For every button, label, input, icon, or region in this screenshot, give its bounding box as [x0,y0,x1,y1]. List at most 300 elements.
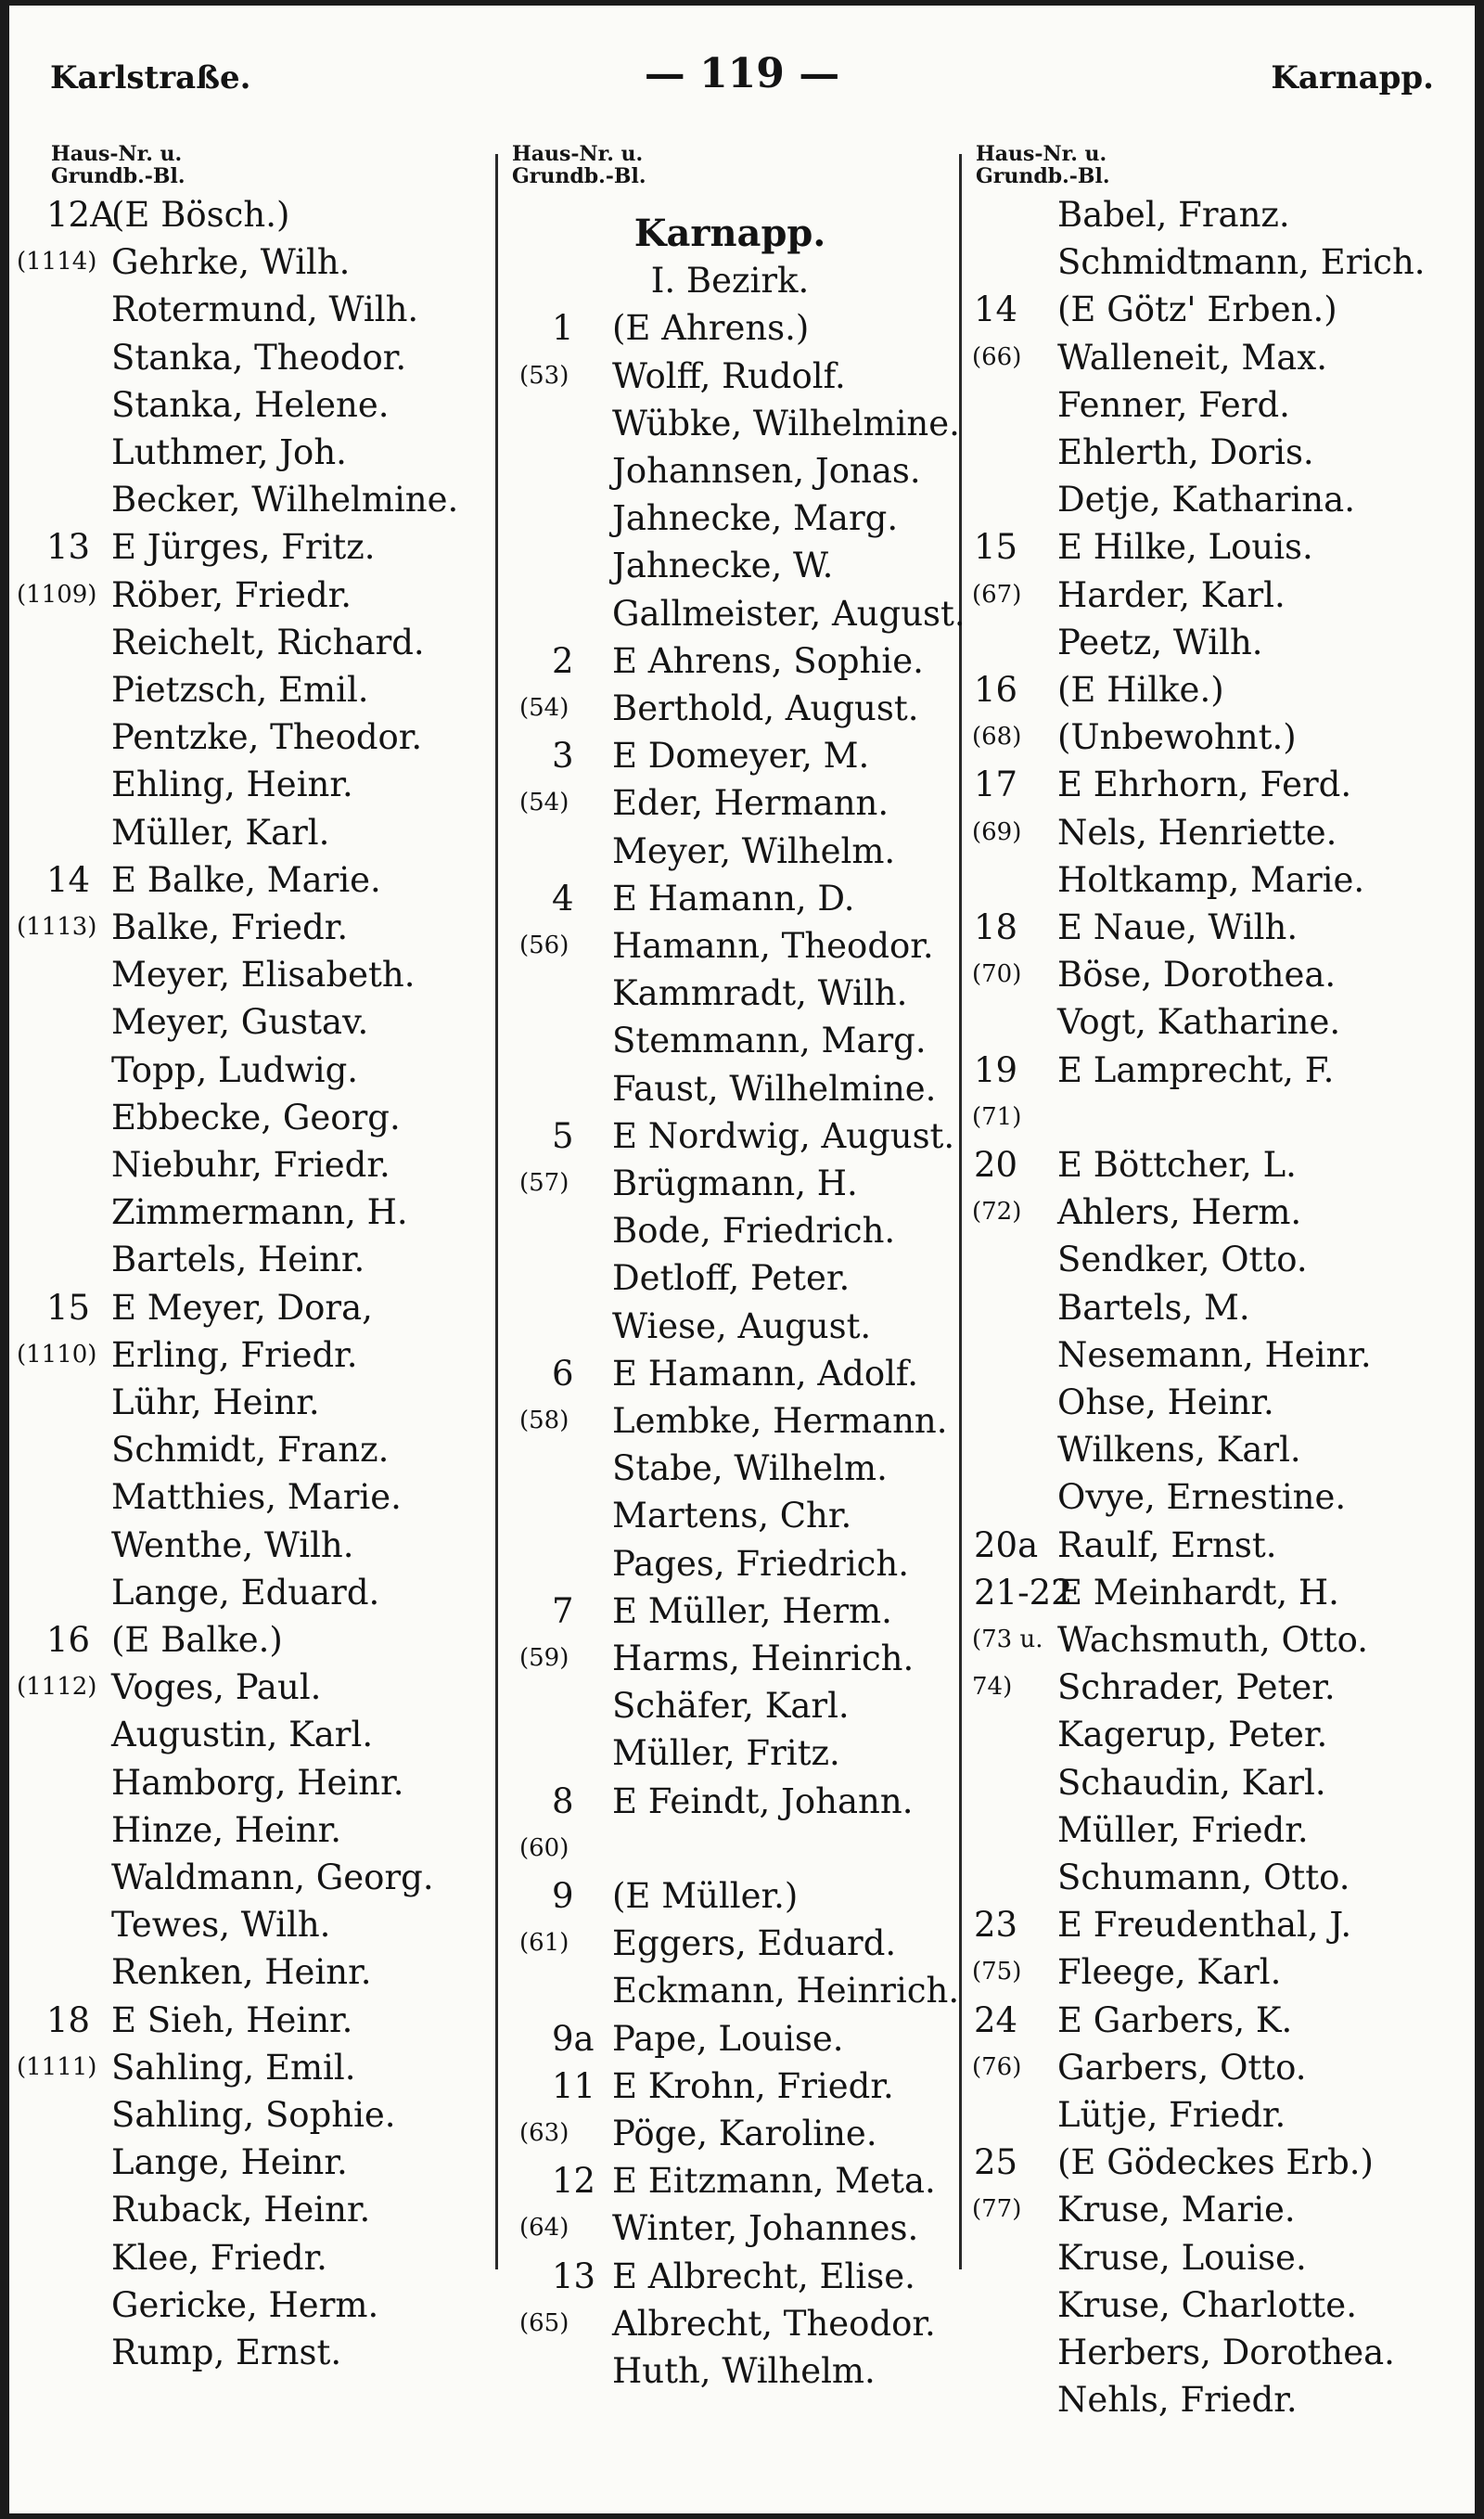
resident-name: (E Götz' Erben.) [1057,289,1337,330]
entry-line [965,809,1475,856]
entry-line [965,1569,1475,1616]
entry-line [9,1236,492,1283]
house-number: 12A [46,195,115,235]
entry-line [501,495,959,542]
column-middle [501,6,966,2513]
entry-line [965,1616,1475,1664]
resident-name: E Sieh, Heinr. [111,1999,353,2040]
resident-name: Gericke, Herm. [111,2284,379,2325]
resident-name: E Hilke, Louis. [1057,527,1313,568]
resident-name: Garbers, Otto. [1057,2047,1307,2088]
house-number: 15 [46,1287,91,1328]
entry-line [9,1664,492,1711]
resident-name: Sendker, Otto. [1057,1240,1308,1280]
resident-name: Meyer, Gustav. [111,1002,369,1043]
entry-line [965,1901,1475,1948]
entry-line [501,1017,959,1064]
resident-name: Schaudin, Karl. [1057,1762,1326,1803]
entry-line [965,523,1475,571]
resident-name: Brügmann, H. [612,1163,858,1203]
entry-line [9,761,492,808]
entry-line [501,1207,959,1254]
resident-name: E Albrecht, Elise. [612,2256,915,2296]
resident-name: Hamborg, Heinr. [111,1762,404,1803]
house-number: 6 [552,1353,574,1394]
resident-name: Tewes, Wilh. [111,1905,331,1946]
resident-name: E Freudenthal, J. [1057,1905,1352,1946]
house-number: 19 [974,1049,1018,1090]
land-register-number: (77) [972,2195,1022,2224]
entry-line [965,238,1475,286]
entry-line [501,2300,959,2347]
entry-line [9,1569,492,1616]
entry-line [9,2281,492,2329]
resident-name: Stanka, Theodor. [111,337,407,378]
house-number: 17 [974,765,1018,805]
resident-name: Stanka, Helene. [111,384,390,425]
resident-name: E Eitzmann, Meta. [612,2161,936,2202]
resident-name: E Naue, Wilh. [1057,907,1298,947]
resident-name: Ahlers, Herm. [1057,1192,1302,1233]
land-register-number: (54) [519,789,569,817]
resident-name: Winter, Johannes. [612,2208,919,2249]
resident-name: Bartels, Heinr. [111,1240,365,1280]
resident-name: Detloff, Peter. [612,1258,851,1299]
resident-name: Schrader, Peter. [1057,1667,1336,1708]
resident-name: Matthies, Marie. [111,1477,402,1518]
resident-name: Herbers, Dorothea. [1057,2333,1395,2372]
entry-line [9,1854,492,1901]
running-head-left: Karlstraße. [50,59,251,96]
resident-name: Albrecht, Theodor. [612,2303,936,2344]
land-register-number: (56) [519,932,569,959]
land-register-number: (65) [519,2308,569,2337]
resident-name: (E Bösch.) [111,195,290,235]
land-register-number: (1111) [17,2052,97,2081]
entry-line [501,304,959,352]
land-register-number: (64) [519,2214,569,2243]
entry-line [965,761,1475,808]
entry-line [965,666,1475,713]
entry-line [501,2110,959,2157]
house-number: 3 [552,736,574,777]
resident-name: Schäfer, Karl. [612,1686,850,1727]
resident-name: Lembke, Hermann. [612,1401,948,1441]
entry-line [965,1236,1475,1283]
land-register-number: (1110) [17,1340,97,1369]
running-head-right: Karnapp. [1271,59,1434,96]
entry-line [501,2157,959,2204]
land-register-number: (68) [972,723,1022,752]
resident-name: Wachsmuth, Otto. [1057,1620,1369,1660]
resident-name: Waldmann, Georg. [111,1857,434,1897]
entry-line [501,779,959,827]
resident-name: E Meinhardt, H. [1057,1572,1339,1613]
land-register-number: (1112) [17,1673,97,1702]
entry-line [9,1379,492,1426]
entry-line [501,685,959,732]
entry-line [501,970,959,1017]
entry-line [965,1141,1475,1189]
resident-name: Erling, Friedr. [111,1334,358,1375]
entry-line [9,476,492,523]
resident-name: Detje, Katharina. [1057,480,1355,521]
entry-line [501,1682,959,1729]
resident-name: Sahling, Emil. [111,2047,356,2088]
resident-name: E Hamann, Adolf. [612,1353,919,1394]
land-register-number: (76) [972,2052,1022,2081]
resident-name: Augustin, Karl. [111,1715,374,1755]
resident-name: Pentzke, Theodor. [111,717,423,758]
entry-line [9,1997,492,2044]
resident-name: Ehling, Heinr. [111,765,353,805]
land-register-number: (54) [519,694,569,722]
entry-line [9,713,492,761]
house-number: 18 [46,1999,91,2040]
entry-line [9,1189,492,1236]
resident-name: Schmidtmann, Erich. [1057,242,1426,283]
column-header-line: Haus-Nr. u. [512,142,644,166]
land-register-number: (53) [519,361,569,390]
entry-line [965,1948,1475,1996]
column-divider [959,154,962,2269]
entry-line [501,1492,959,1539]
resident-name: Sahling, Sophie. [111,2095,396,2135]
resident-name: E Meyer, Dora, [111,1287,373,1328]
entry-line [501,1065,959,1112]
resident-name: E Garbers, K. [1057,1999,1293,2040]
entry-line [501,828,959,875]
entry-line [9,238,492,286]
resident-name: Ruback, Heinr. [111,2190,371,2230]
resident-name: Schumann, Otto. [1057,1857,1350,1897]
entry-line [9,951,492,998]
directory-page [9,6,1475,2513]
house-number: 20a [974,1524,1039,1565]
resident-name: Luthmer, Joh. [111,432,347,472]
entry-line [9,2329,492,2376]
entry-line [965,904,1475,951]
entry-line [501,1445,959,1492]
resident-name: Kruse, Marie. [1057,2190,1296,2230]
entry-line [965,1997,1475,2044]
entry-line [9,191,492,238]
house-number: 23 [974,1905,1018,1946]
entry-line [9,1141,492,1189]
resident-name: Peetz, Wilh. [1057,622,1263,662]
land-register-number: (73 u. [972,1626,1043,1653]
entry-line [501,922,959,970]
resident-name: Müller, Fritz. [612,1733,840,1774]
entry-line [965,1094,1475,1141]
entry-line [501,637,959,685]
resident-name: Nesemann, Heinr. [1057,1334,1372,1375]
column-header-line: Haus-Nr. u. [51,142,183,166]
house-number: 15 [974,527,1018,568]
entry-line [501,1920,959,1967]
column-right [965,6,1475,2513]
resident-name: Rump, Ernst. [111,2333,342,2372]
entry-line [501,875,959,922]
resident-name: Wübke, Wilhelmine. [612,403,960,443]
entry-line [9,2234,492,2281]
entry-line [501,1160,959,1207]
resident-name: Müller, Karl. [111,812,330,853]
entry-line [9,809,492,856]
resident-name: Zimmermann, H. [111,1192,408,1233]
house-number: 13 [552,2256,596,2296]
entry-line [965,1379,1475,1426]
resident-name: Ebbecke, Georg. [111,1097,401,1137]
resident-name: Pietzsch, Emil. [111,670,369,710]
entry-line [9,1901,492,1948]
resident-name: Klee, Friedr. [111,2237,327,2278]
entry-line [501,1112,959,1160]
entry-line [501,2015,959,2063]
entry-line [965,1189,1475,1236]
land-register-number: (71) [972,1102,1022,1131]
entry-line [501,1825,959,1872]
resident-name: Kammradt, Wilh. [612,973,908,1014]
house-number: 25 [974,2142,1018,2183]
entry-line [9,1759,492,1806]
entry-line [965,1047,1475,1094]
resident-name: Eder, Hermann. [612,783,889,824]
resident-name: Niebuhr, Friedr. [111,1145,390,1185]
resident-name: E Nordwig, August. [612,1115,955,1156]
column-header-line: Grundb.-Bl. [51,164,186,188]
land-register-number: (63) [519,2119,569,2147]
entry-line [9,523,492,571]
entry-line [965,572,1475,619]
resident-name: Lange, Heinr. [111,2142,348,2183]
entry-line [9,1094,492,1141]
land-register-number: (70) [972,960,1022,989]
resident-name: Nehls, Friedr. [1057,2380,1298,2421]
entry-line [965,2234,1475,2281]
resident-name: Fleege, Karl. [1057,1952,1282,1993]
resident-name: Raulf, Ernst. [1057,1524,1277,1565]
street-title: Karnapp. [633,212,826,255]
resident-name: Bartels, M. [1057,1287,1250,1328]
entry-line [9,1806,492,1854]
entry-line [965,286,1475,333]
resident-name: Martens, Chr. [612,1496,852,1536]
resident-name: E Krohn, Friedr. [612,2065,894,2106]
entry-line [501,2204,959,2252]
entry-line [965,998,1475,1046]
house-number: 12 [552,2161,596,2202]
resident-name: Ehlerth, Doris. [1057,432,1314,472]
resident-name: Ovye, Ernestine. [1057,1477,1347,1518]
house-number: 7 [552,1590,574,1631]
house-number: 24 [974,1999,1018,2040]
entry-line [965,1854,1475,1901]
resident-name: Wenthe, Wilh. [111,1524,354,1565]
entry-line [501,1540,959,1587]
entry-line [9,334,492,381]
entry-line [965,619,1475,666]
entry-line [9,1331,492,1379]
column-left [9,6,492,2513]
land-register-number: (59) [519,1644,569,1672]
resident-name: I. Bezirk. [650,261,810,302]
resident-name: E Ahrens, Sophie. [612,640,924,681]
resident-name: Harder, Karl. [1057,574,1286,615]
entry-line [965,476,1475,523]
entry-line [9,429,492,476]
house-number: 9a [552,2018,595,2059]
resident-name: E Ehrhorn, Ferd. [1057,765,1352,805]
entry-line [965,2044,1475,2091]
resident-name: Huth, Wilhelm. [612,2351,876,2391]
entry-line [965,856,1475,904]
resident-name: Fenner, Ferd. [1057,384,1290,425]
entry-line [501,732,959,779]
resident-name: E Lamprecht, F. [1057,1049,1335,1090]
entry-line [501,353,959,400]
column-divider [495,154,498,2269]
resident-name: Hinze, Heinr. [111,1809,342,1850]
entry-line [501,1587,959,1635]
entry-line [965,1284,1475,1331]
entry-line [9,619,492,666]
resident-name: Gehrke, Wilh. [111,242,351,283]
entry-line [501,2347,959,2395]
land-register-number: (69) [972,817,1022,846]
entry-line [9,998,492,1046]
resident-name: Topp, Ludwig. [111,1049,359,1090]
resident-name: Wolff, Rudolf. [612,355,846,396]
land-register-number: (1114) [17,248,97,276]
entry-line [965,1759,1475,1806]
column-header-line: Grundb.-Bl. [976,164,1110,188]
entry-line [965,1331,1475,1379]
entry-line [965,1806,1475,1854]
land-register-number: (1113) [17,913,97,941]
column-header [512,143,646,187]
column-header [51,143,186,187]
resident-name: Vogt, Katharine. [1057,1002,1341,1043]
entry-line [501,1254,959,1302]
entry-line [501,447,959,495]
entry-line [9,1711,492,1758]
resident-name: Ohse, Heinr. [1057,1382,1274,1422]
resident-name: Johannsen, Jonas. [612,451,921,491]
house-number: 5 [552,1115,574,1156]
resident-name: Bode, Friedrich. [612,1211,896,1252]
entry-line [9,381,492,429]
entry-line [965,2376,1475,2423]
resident-name: (E Gödeckes Erb.) [1057,2142,1374,2183]
resident-name: E Feindt, Johann. [612,1780,914,1821]
entry-line [501,1397,959,1445]
entry-line [501,542,959,589]
entry-line [501,1303,959,1350]
entry-line [9,1948,492,1996]
resident-name: Pöge, Karoline. [612,2114,877,2153]
house-number: 16 [974,670,1018,710]
entry-line [501,590,966,637]
house-number: 11 [552,2065,596,2106]
resident-name: Harms, Heinrich. [612,1639,915,1678]
land-register-number: (67) [972,580,1022,609]
resident-name: Babel, Franz. [1057,195,1290,235]
resident-name: (E Balke.) [111,1620,283,1660]
resident-name: Böse, Dorothea. [1057,955,1337,996]
land-register-number: 74) [972,1673,1013,1702]
entry-line [9,572,492,619]
entry-line [9,856,492,904]
house-number: 21-22 [974,1572,1073,1613]
house-number: 20 [974,1145,1018,1185]
house-number: 4 [552,878,574,919]
entry-line [965,1664,1475,1711]
entry-line [9,2044,492,2091]
entry-line [965,2186,1475,2233]
resident-name: Balke, Friedr. [111,907,349,947]
entry-line [501,1967,959,2014]
resident-name: Lütje, Friedr. [1057,2095,1286,2135]
resident-name: Lühr, Heinr. [111,1382,320,1422]
land-register-number: (57) [519,1169,569,1197]
resident-name: Reichelt, Richard. [111,622,425,662]
resident-name: Lange, Eduard. [111,1572,380,1613]
house-number: 8 [552,1780,574,1821]
page-number: — 119 — [644,50,840,97]
house-number: 1 [552,308,574,349]
column-header-line: Grundb.-Bl. [512,164,646,188]
entry-line [9,904,492,951]
resident-name: Walleneit, Max. [1057,337,1327,378]
entry-line [9,286,492,333]
resident-name: Kruse, Charlotte. [1057,2284,1357,2325]
resident-name: E Böttcher, L. [1057,1145,1297,1185]
resident-name: Renken, Heinr. [111,1952,372,1993]
resident-name: E Hamann, D. [612,878,855,919]
resident-name: Voges, Paul. [111,1667,322,1708]
resident-name: Pages, Friedrich. [612,1543,909,1584]
entry-line [501,2063,959,2110]
house-number: 16 [46,1620,91,1660]
resident-name: Rotermund, Wilh. [111,289,419,330]
resident-name: Holtkamp, Marie. [1057,859,1365,900]
entry-line [9,1522,492,1569]
resident-name: E Domeyer, M. [612,736,870,777]
entry-line [9,1616,492,1664]
entry-line [9,666,492,713]
house-number: 14 [46,859,91,900]
entry-line [501,1778,959,1825]
resident-name: Stemmann, Marg. [612,1021,927,1061]
resident-name: Nels, Henriette. [1057,812,1337,853]
land-register-number: (61) [519,1929,569,1958]
resident-name: E Balke, Marie. [111,859,381,900]
column-header [976,143,1110,187]
resident-name: Faust, Wilhelmine. [612,1068,937,1109]
resident-name: Hamann, Theodor. [612,926,934,966]
entry-line [965,951,1475,998]
resident-name: Becker, Wilhelmine. [111,480,459,521]
resident-name: Schmidt, Franz. [111,1430,390,1471]
column-header-line: Haus-Nr. u. [976,142,1107,166]
entry-line [965,429,1475,476]
entry-line [965,1473,1475,1521]
resident-name: Meyer, Elisabeth. [111,955,416,996]
entry-line [965,334,1475,381]
resident-name: Jahnecke, W. [612,546,834,586]
land-register-number: (66) [972,342,1022,371]
